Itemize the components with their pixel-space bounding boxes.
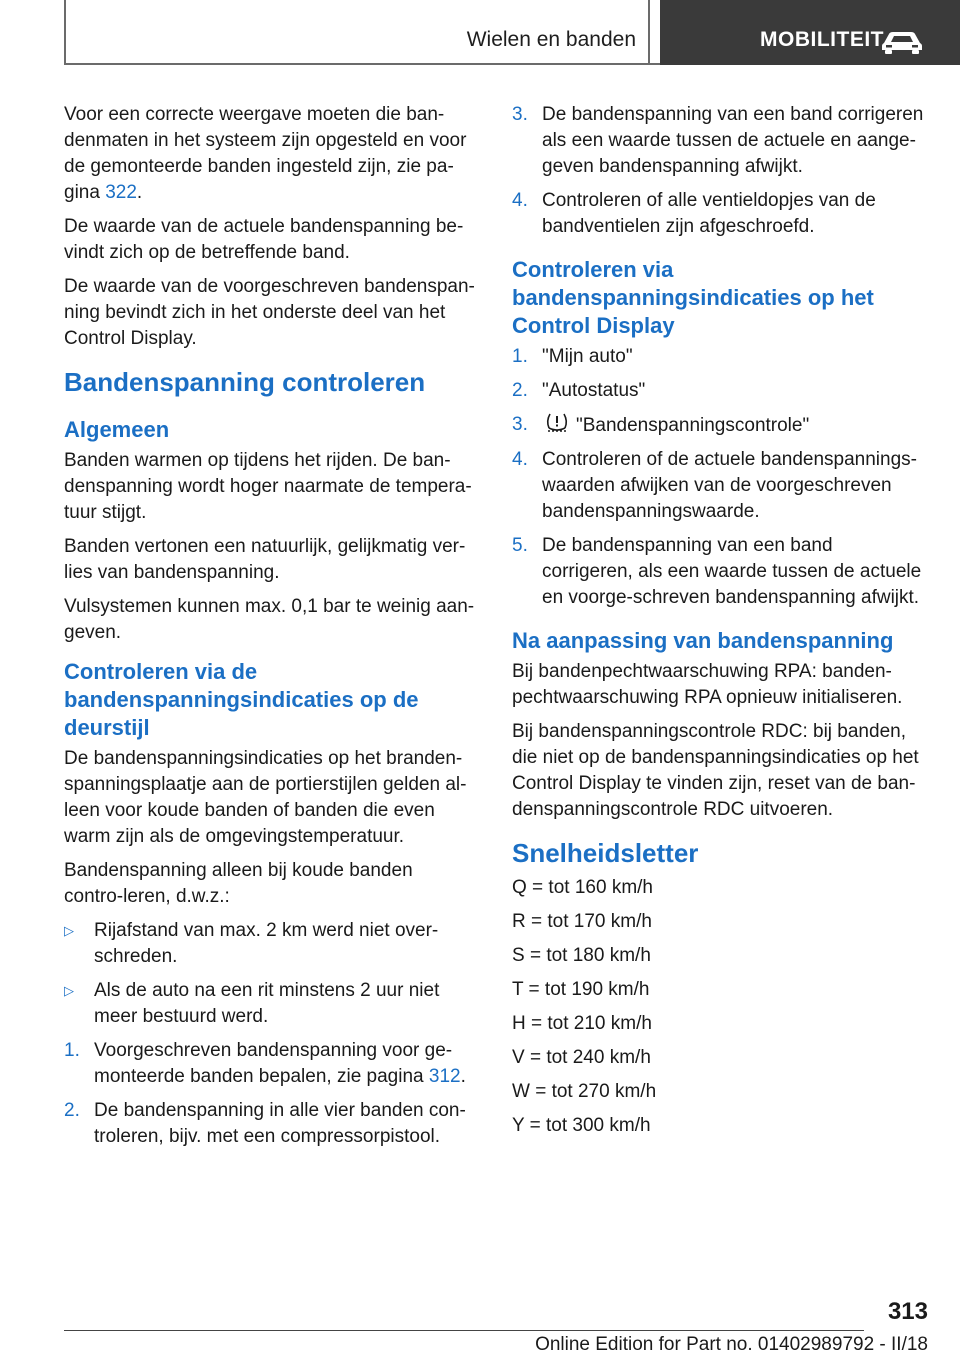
paragraph: De bandenspanningsindicaties op het branden‐spanningsplaatje aan de portierstijlen gelden al‐leen voor koude banden of banden die even warm zijn als de omgevingstemperatuur. bbox=[64, 748, 467, 847]
paragraph: Banden vertonen een natuurlijk, gelijkmatig ver‐lies van bandenspanning. bbox=[64, 536, 466, 583]
paragraph: Bandenspanning alleen bij koude banden contro‐leren, d.w.z.: bbox=[64, 860, 413, 907]
page-reference-link[interactable]: 322 bbox=[105, 182, 137, 203]
step-number: 2. bbox=[512, 380, 528, 401]
bullet-item: ▷ Rijafstand van max. 2 km werd niet over‐schreden. bbox=[64, 920, 439, 967]
speed-rating: W = tot 270 km/h bbox=[512, 1081, 657, 1102]
heading-deurstijl: Controleren via de bandenspanningsindicaties op de deurstijl bbox=[64, 659, 419, 740]
paragraph: Bij bandenspanningscontrole RDC: bij banden, die niet op de bandenspanningsindicaties op het Control Display te vinden zijn, reset van de ban‐denspanningscontrole RDC uitvoeren. bbox=[512, 721, 919, 820]
heading-bandenspanning-controleren: Bandenspanning controleren bbox=[64, 367, 426, 397]
speed-rating: T = tot 190 km/h bbox=[512, 979, 650, 1000]
right-column bbox=[512, 102, 928, 1147]
step-item: 4. Controleren of de actuele bandenspannings‐waarden afwijken van de voorgeschreven bandenspanningswaarde. bbox=[512, 449, 917, 522]
step-item: 3. "Bandenspanningscontrole" bbox=[512, 414, 810, 436]
paragraph: De waarde van de voorgeschreven bandenspan‐ning bevindt zich in het onderste deel van het Control Display. bbox=[64, 276, 475, 349]
car-icon bbox=[880, 30, 924, 54]
speed-rating: Q = tot 160 km/h bbox=[512, 877, 653, 898]
paragraph: Voor een correcte weergave moeten die ban‐denmaten in het systeem zijn opgesteld en voor de gemonteerde banden ingesteld zijn, zie pa‐gina 322. bbox=[64, 104, 467, 203]
heading-control-display: Controleren via bandenspanningsindicaties op het Control Display bbox=[512, 257, 874, 338]
step-item: 2. "Autostatus" bbox=[512, 378, 928, 404]
step-number: 4. bbox=[512, 190, 528, 211]
step-number: 3. bbox=[512, 414, 528, 435]
step-number: 1. bbox=[512, 346, 528, 367]
paragraph: Banden warmen op tijdens het rijden. De ban‐denspanning wordt hoger naarmate de tempera‐tuur stijgt. bbox=[64, 450, 472, 523]
edition-note: Online Edition for Part no. 01402989792 - II/18 bbox=[535, 1334, 928, 1355]
triangle-bullet-icon: ▷ bbox=[64, 983, 74, 998]
header-bottom-rule bbox=[64, 63, 660, 65]
speed-rating: Y = tot 300 km/h bbox=[512, 1115, 651, 1136]
speed-rating: R = tot 170 km/h bbox=[512, 911, 652, 932]
heading-algemeen: Algemeen bbox=[64, 417, 170, 442]
bullet-item: ▷ Als de auto na een rit minstens 2 uur niet meer bestuurd werd. bbox=[64, 980, 440, 1027]
step-item: 5. De bandenspanning van een band corrigeren, als een waarde tussen de actuele en voorge‐schreven bandenspanning afwijkt. bbox=[512, 535, 922, 608]
page-number: 313 bbox=[887, 1298, 928, 1325]
speed-rating: H = tot 210 km/h bbox=[512, 1013, 652, 1034]
step-number: 3. bbox=[512, 104, 528, 125]
step-item: 4. Controleren of alle ventieldopjes van de bandventielen zijn afgeschroefd. bbox=[512, 190, 876, 237]
paragraph: Bij bandenpechtwaarschuwing RPA: banden‐pechtwaarschuwing RPA opnieuw initialiseren. bbox=[512, 661, 903, 708]
chapter-label: MOBILITEIT bbox=[760, 28, 884, 51]
speed-rating: S = tot 180 km/h bbox=[512, 945, 651, 966]
page-reference-link[interactable]: 312 bbox=[428, 1066, 461, 1087]
left-column bbox=[64, 102, 476, 1158]
step-number: 5. bbox=[512, 535, 528, 556]
step-item: 3. De bandenspanning van een band corrigeren als een waarde tussen de actuele en aange‐geven bandenspanning afwijkt. bbox=[512, 104, 924, 177]
tire-pressure-warning-icon bbox=[544, 412, 570, 434]
paragraph: De waarde van de actuele bandenspanning be‐vindt zich op de betreffende band. bbox=[64, 216, 464, 263]
header-right-rule bbox=[648, 0, 650, 64]
heading-snelheidsletter: Snelheidsletter bbox=[512, 838, 699, 868]
step-item: 2. De bandenspanning in alle vier banden con‐troleren, bijv. met een compressorpistool. bbox=[64, 1100, 466, 1147]
footer-rule bbox=[64, 1330, 864, 1331]
step-number: 2. bbox=[64, 1100, 80, 1121]
step-item: 1. "Mijn auto" bbox=[512, 344, 928, 370]
header-left-rule bbox=[64, 0, 66, 64]
section-title: Wielen en banden bbox=[466, 28, 636, 51]
speed-rating: V = tot 240 km/h bbox=[512, 1047, 651, 1068]
step-number: 1. bbox=[64, 1040, 80, 1061]
step-number: 4. bbox=[512, 449, 528, 470]
heading-na-aanpassing: Na aanpassing van bandenspanning bbox=[512, 628, 894, 653]
paragraph: Vulsystemen kunnen max. 0,1 bar te weinig aan‐geven. bbox=[64, 596, 475, 643]
triangle-bullet-icon: ▷ bbox=[64, 923, 74, 938]
step-item: 1. Voorgeschreven bandenspanning voor ge‐monteerde banden bepalen, zie pagina 312. bbox=[64, 1040, 466, 1087]
